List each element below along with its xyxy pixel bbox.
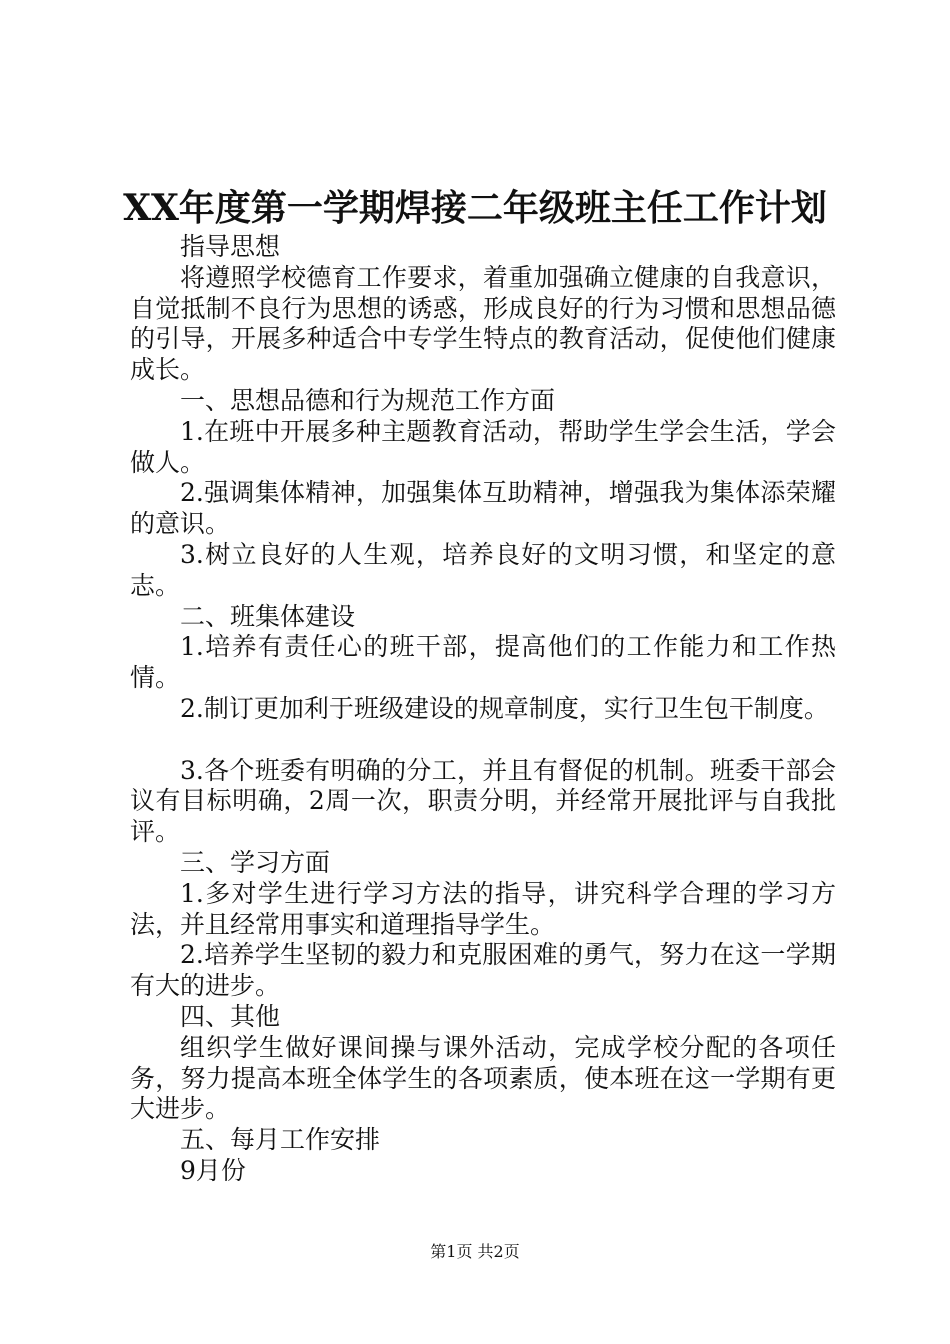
page-number-footer: 第1页 共2页 [430, 1242, 520, 1261]
paragraph-guiding-thought: 将遵照学校德育工作要求，着重加强确立健康的自我意识，自觉抵制不良行为思想的诱惑，形成良好的行为习惯和思想品德的引导，开展多种适合中专学生特点的教育活动，促使他们健康成长。 [130, 262, 836, 385]
section-heading-1: 一、思想品德和行为规范工作方面 [180, 385, 556, 415]
section-heading-3: 三、学习方面 [180, 847, 331, 877]
list-item: 1.多对学生进行学习方法的指导，讲究科学合理的学习方法，并且经常用事实和道理指导学生。 [130, 878, 836, 939]
document-body [130, 232, 836, 1187]
list-item: 1.在班中开展多种主题教育活动，帮助学生学会生活，学会做人。 [130, 416, 836, 477]
section-heading-4: 四、其他 [180, 1001, 281, 1031]
list-item: 3.树立良好的人生观，培养良好的文明习惯，和坚定的意志。 [130, 539, 836, 600]
month-label: 9月份 [180, 1155, 246, 1185]
list-item: 1.培养有责任心的班干部，提高他们的工作能力和工作热情。 [130, 632, 836, 693]
section-heading-2: 二、班集体建设 [180, 601, 356, 631]
heading-guiding-thought: 指导思想 [180, 232, 281, 261]
list-item: 2.强调集体精神，加强集体互助精神，增强我为集体添荣耀的意识。 [130, 478, 836, 539]
list-item: 2.制订更加利于班级建设的规章制度，实行卫生包干制度。 [180, 693, 829, 723]
section-heading-5: 五、每月工作安排 [180, 1125, 381, 1155]
paragraph-other: 组织学生做好课间操与课外活动，完成学校分配的各项任务，努力提高本班全体学生的各项素质，使本班在这一学期有更大进步。 [130, 1032, 836, 1124]
list-item: 2.培养学生坚韧的毅力和克服困难的勇气，努力在这一学期有大的进步。 [130, 940, 836, 1001]
document-title: XX年度第一学期焊接二年级班主任工作计划 [123, 187, 827, 229]
list-item: 3.各个班委有明确的分工，并且有督促的机制。班委干部会议有目标明确，2周一次，职责分明，并经常开展批评与自我批评。 [130, 755, 836, 847]
